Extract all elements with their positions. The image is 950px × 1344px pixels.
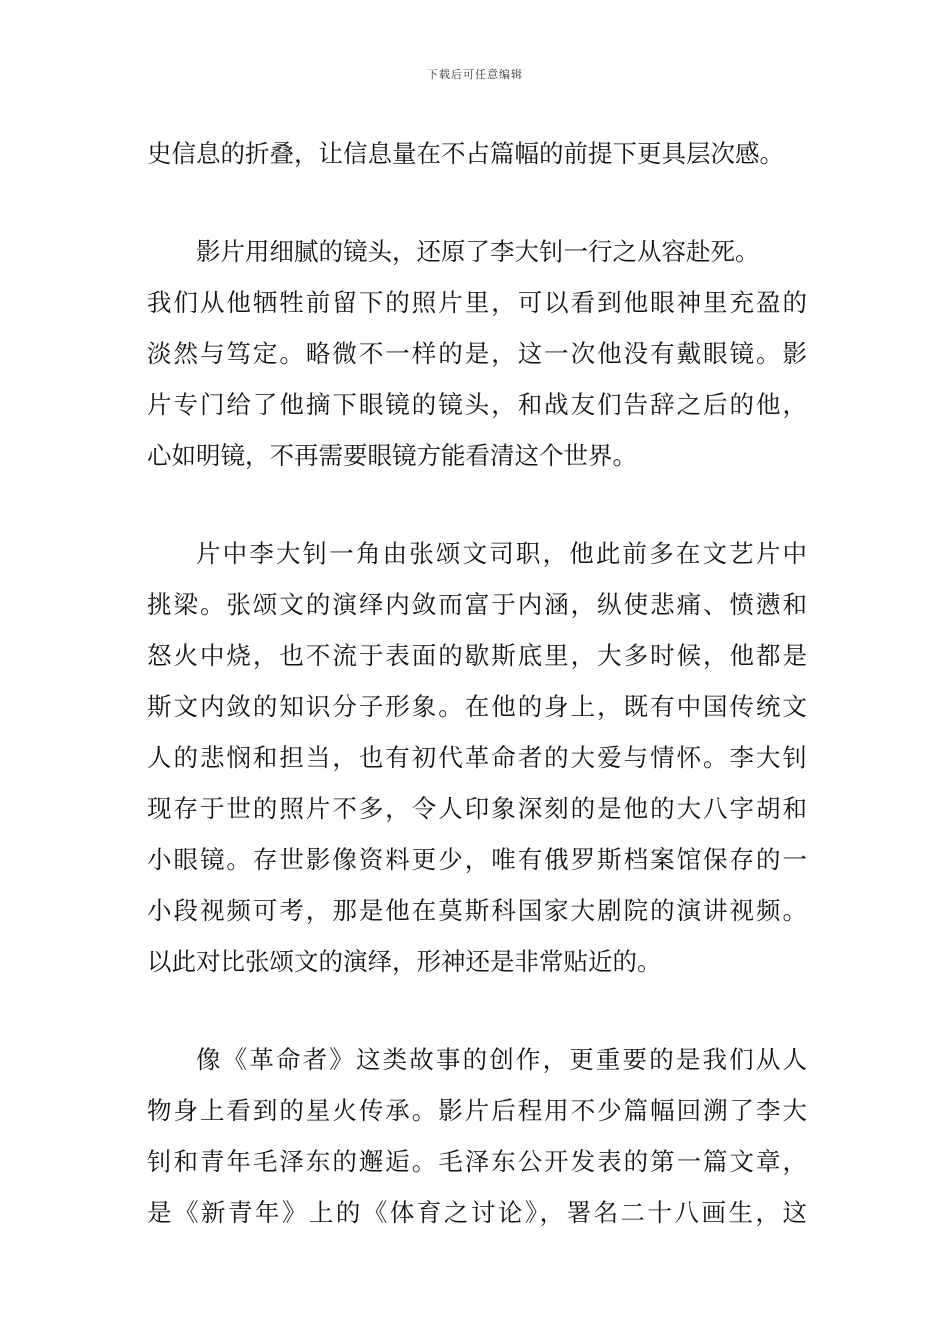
text-line: 斯文内敛的知识分子形象。在他的身上，既有中国传统文 (147, 692, 807, 721)
text-line: 以此对比张颂文的演绎，形神还是非常贴近的。 (147, 947, 662, 976)
text-line: 怒火中烧，也不流于表面的歇斯底里，大多时候，他都是 (147, 641, 807, 670)
text-line: 史信息的折叠，让信息量在不占篇幅的前提下更具层次感。 (147, 139, 784, 168)
paragraph-gap (147, 481, 807, 528)
text-line: 像《革命者》这类故事的创作，更重要的是我们从人 (196, 1045, 807, 1074)
text-line: 小段视频可考，那是他在莫斯科国家大剧院的演讲视频。 (147, 896, 807, 925)
text-line: 人的悲悯和担当，也有初代革命者的大爱与情怀。李大钊 (147, 743, 807, 772)
paragraph-gap (147, 987, 807, 1034)
text-line: 片专门给了他摘下眼镜的镜头，和战友们告辞之后的他， (147, 390, 807, 419)
text-line: 钊和青年毛泽东的邂逅。毛泽东公开发表的第一篇文章， (147, 1147, 807, 1176)
paragraph-1 (147, 128, 807, 179)
page-header: 下载后可任意编辑 (427, 68, 523, 81)
paragraph-gap (147, 179, 807, 226)
text-line: 物身上看到的星火传承。影片后程用不少篇幅回溯了李大 (147, 1096, 807, 1125)
text-line: 心如明镜，不再需要眼镜方能看清这个世界。 (147, 441, 637, 470)
paragraph-3 (147, 528, 807, 987)
paragraph-2 (147, 226, 807, 481)
text-line: 片中李大钊一角由张颂文司职，他此前多在文艺片中 (196, 539, 807, 568)
text-line: 我们从他牺牲前留下的照片里，可以看到他眼神里充盈的 (147, 288, 807, 317)
text-line: 影片用细腻的镜头，还原了李大钊一行之从容赴死。 (196, 237, 760, 266)
text-line: 现存于世的照片不多，令人印象深刻的是他的大八字胡和 (147, 794, 807, 823)
body-text (147, 128, 807, 1238)
text-line: 小眼镜。存世影像资料更少，唯有俄罗斯档案馆保存的一 (147, 845, 807, 874)
text-line: 淡然与笃定。略微不一样的是，这一次他没有戴眼镜。影 (147, 339, 807, 368)
paragraph-4 (147, 1034, 807, 1238)
text-line: 是《新青年》上的《体育之讨论》，署名二十八画生，这 (147, 1198, 807, 1227)
text-line: 挑梁。张颂文的演绎内敛而富于内涵，纵使悲痛、愤懑和 (147, 590, 807, 619)
